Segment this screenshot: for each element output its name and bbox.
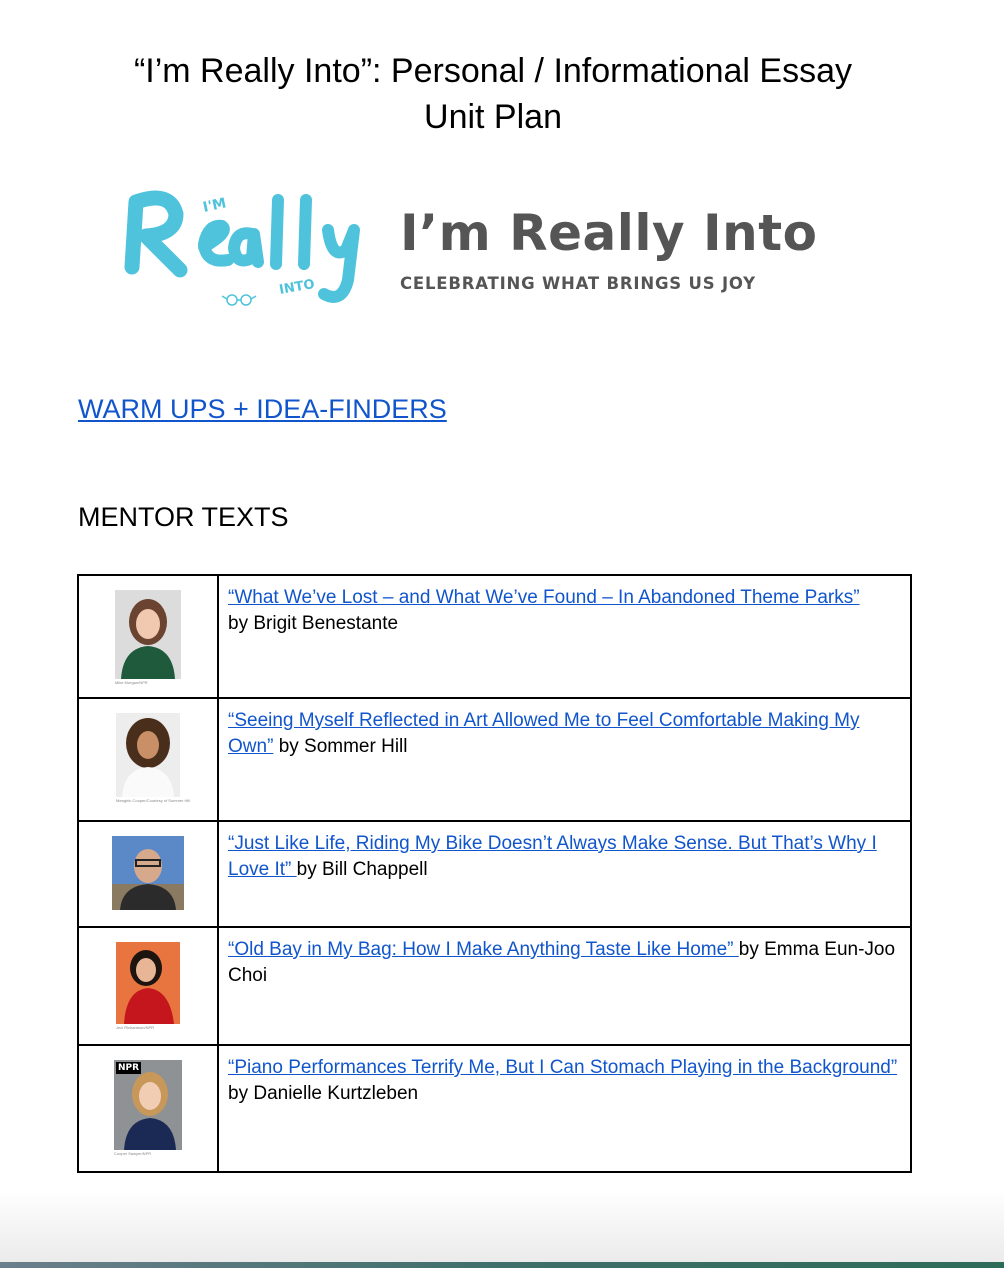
page-bottom-shadow <box>0 1190 1004 1268</box>
text-cell <box>218 821 911 927</box>
document-title-line1: “I’m Really Into”: Personal / Informational Essay <box>133 52 853 90</box>
author-portrait-icon <box>116 713 180 797</box>
table-row <box>78 575 911 698</box>
article-link-theme-parks[interactable]: “What We’ve Lost – and What We’ve Found – In Abandoned Theme Parks” <box>228 587 860 608</box>
document-title <box>0 48 986 140</box>
photo-cell <box>78 1045 218 1172</box>
article-link-piano[interactable]: “Piano Performances Terrify Me, But I Can Stomach Playing in the Background” <box>228 1057 898 1078</box>
warm-ups-link[interactable]: WARM UPS + IDEA-FINDERS <box>78 394 447 424</box>
article-byline: by Brigit Benestante <box>228 613 399 634</box>
mentor-texts-table <box>77 574 912 1173</box>
author-photo-hill <box>116 713 180 797</box>
text-cell <box>218 698 911 821</box>
npr-logo-icon: NPR <box>118 1063 140 1073</box>
photo-credit: Jeci Richardson/NPR <box>116 1025 155 1030</box>
author-portrait-icon <box>112 836 184 910</box>
document-title-line2: Unit Plan <box>424 98 562 136</box>
table-row <box>78 1045 911 1172</box>
viewer-bottom-bar <box>0 1262 1004 1268</box>
photo-cell <box>78 698 218 821</box>
glasses-doodle-icon <box>222 295 256 305</box>
im-really-into-banner <box>110 172 910 322</box>
text-cell <box>218 1045 911 1172</box>
article-link-old-bay[interactable]: “Old Bay in My Bag: How I Make Anything Taste Like Home” <box>228 939 739 960</box>
author-photo-chappell <box>112 836 184 910</box>
photo-cell <box>78 927 218 1045</box>
article-link-art[interactable]: “Seeing Myself Reflected in Art Allowed Me to Feel Comfortable Making My Own” <box>228 710 860 757</box>
text-cell <box>218 575 911 698</box>
logo-im-text: I'M <box>201 195 228 216</box>
really-logo-icon <box>110 172 380 322</box>
photo-credit: Meaghin Cooper/Courtesy of Sommer Hill <box>116 798 191 803</box>
table-row <box>78 821 911 927</box>
banner-subheading: CELEBRATING WHAT BRINGS US JOY <box>400 274 756 293</box>
author-photo-benestante <box>115 590 181 679</box>
logo-into-text: INTO <box>278 276 316 298</box>
table-row <box>78 927 911 1045</box>
author-portrait-icon <box>115 590 181 679</box>
text-cell <box>218 927 911 1045</box>
article-link-bike[interactable]: “Just Like Life, Riding My Bike Doesn’t Always Make Sense. But That’s Why I Love It” <box>228 833 877 880</box>
banner-heading: I’m Really Into <box>400 204 818 262</box>
article-byline: by Danielle Kurtzleben <box>228 1083 419 1104</box>
article-byline: by Emma Eun-Joo Choi <box>228 939 896 986</box>
photo-credit: Cooper Sawyer/NPR <box>114 1151 152 1156</box>
article-byline: by Bill Chappell <box>296 859 428 880</box>
author-portrait-icon <box>116 942 180 1024</box>
author-photo-kurtzleben <box>114 1060 182 1150</box>
author-photo-choi <box>116 942 180 1024</box>
table-row <box>78 698 911 821</box>
photo-credit: Mike Morgan/NPR <box>115 680 148 685</box>
article-byline: by Sommer Hill <box>278 736 408 757</box>
mentor-texts-heading: MENTOR TEXTS <box>78 502 289 532</box>
photo-cell <box>78 575 218 698</box>
photo-cell <box>78 821 218 927</box>
